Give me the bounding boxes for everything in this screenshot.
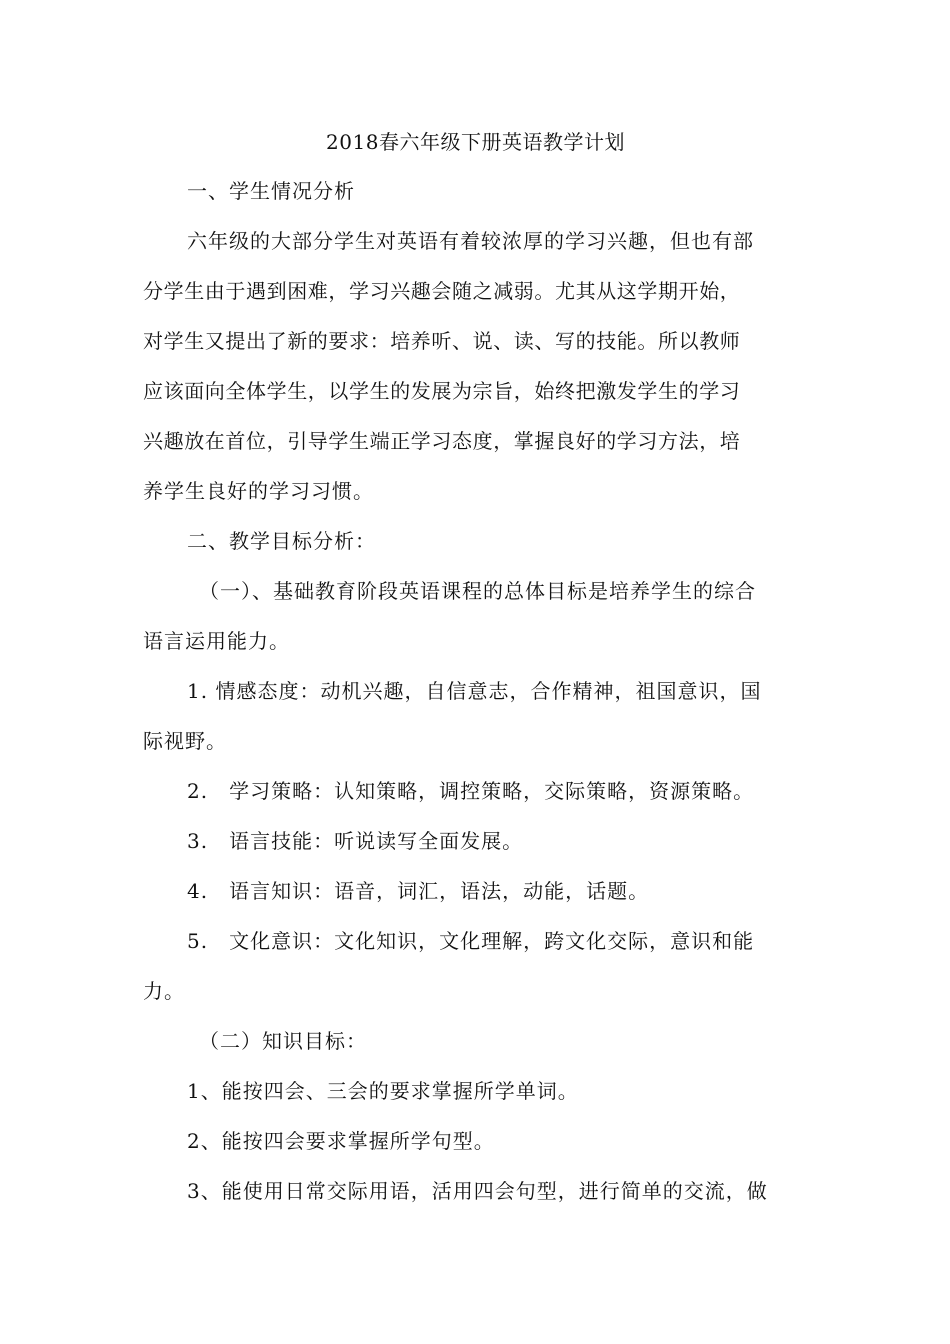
list-item: 1、能按四会、三会的要求掌握所学单词。	[187, 1079, 579, 1103]
section-heading-goals: 二、教学目标分析：	[187, 529, 376, 553]
paragraph-line: 六年级的大部分学生对英语有着较浓厚的学习兴趣，但也有部	[187, 229, 754, 253]
list-item: 3. 语言技能：听说读写全面发展。	[187, 829, 524, 853]
list-item-continuation: 际视野。	[143, 729, 227, 753]
paragraph-line: 语言运用能力。	[143, 629, 290, 653]
list-item: 2、能按四会要求掌握所学句型。	[187, 1129, 495, 1153]
paragraph-line: 兴趣放在首位，引导学生端正学习态度，掌握良好的学习方法，培	[143, 429, 741, 453]
list-item: 3、能使用日常交际用语，活用四会句型，进行简单的交流，做	[187, 1179, 768, 1203]
section-heading-student-analysis: 一、学生情况分析	[187, 179, 355, 203]
paragraph-line: 应该面向全体学生，以学生的发展为宗旨，始终把激发学生的学习	[143, 379, 741, 403]
list-item: 5. 文化意识：文化知识，文化理解，跨文化交际，意识和能	[187, 929, 755, 953]
list-item: 1. 情感态度：动机兴趣，自信意志，合作精神，祖国意识，国	[187, 679, 762, 703]
document-body	[143, 118, 808, 1216]
list-item: 4. 语言知识：语音，词汇，语法，动能，话题。	[187, 879, 650, 903]
list-item: 2. 学习策略：认知策略，调控策略，交际策略，资源策略。	[187, 779, 755, 803]
subsection-heading-knowledge-goals: （二）知识目标：	[199, 1029, 367, 1053]
document-title: 2018春六年级下册英语教学计划	[326, 130, 625, 154]
list-item-continuation: 力。	[143, 979, 185, 1003]
paragraph-line: （一）、基础教育阶段英语课程的总体目标是培养学生的综合	[199, 579, 756, 603]
paragraph-line: 养学生良好的学习习惯。	[143, 479, 374, 503]
paragraph-line: 分学生由于遇到困难，学习兴趣会随之减弱。尤其从这学期开始，	[143, 279, 741, 303]
paragraph-line: 对学生又提出了新的要求：培养听、说、读、写的技能。所以教师	[143, 329, 741, 353]
